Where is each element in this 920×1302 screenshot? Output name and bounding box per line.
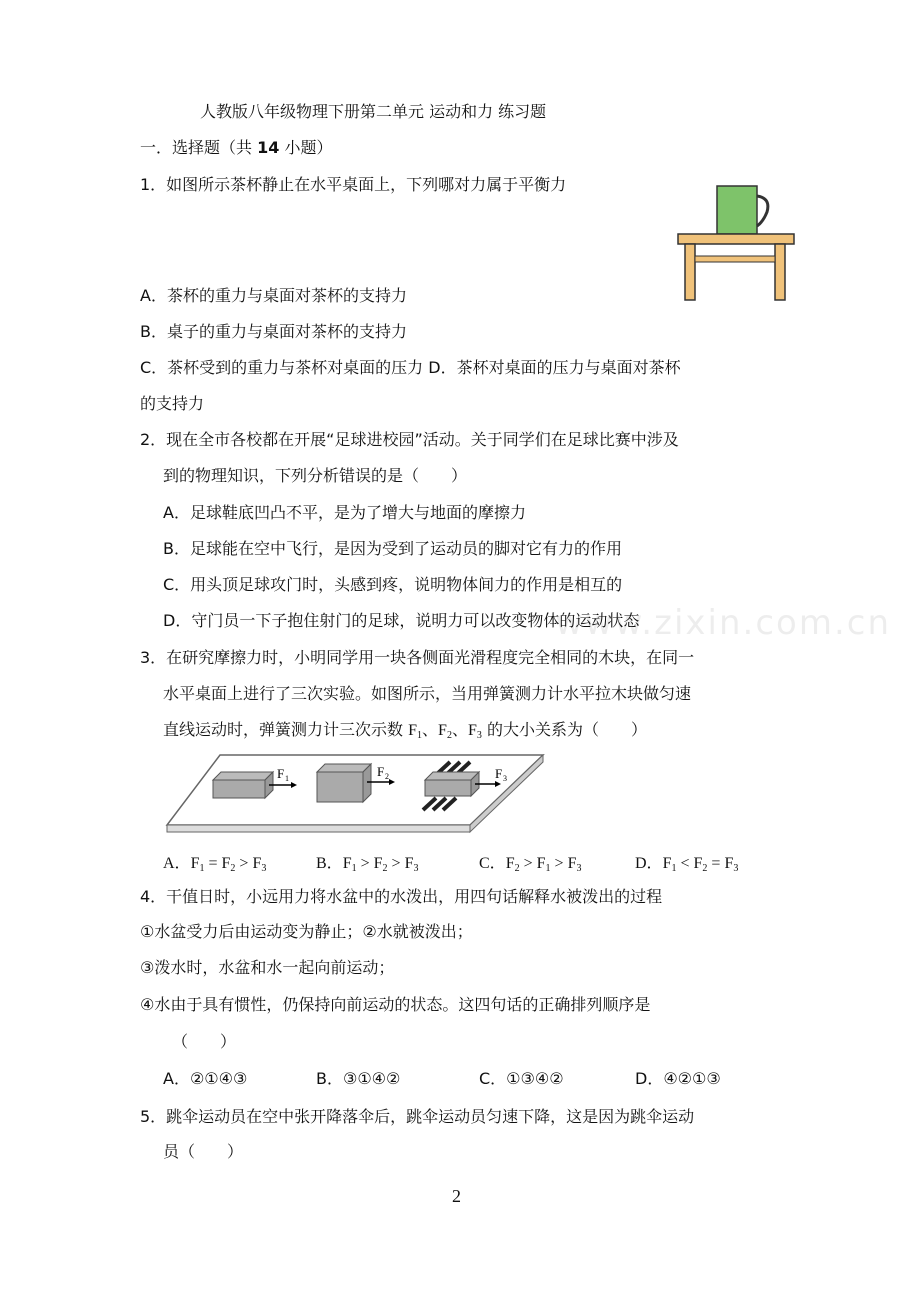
q3-stem-2: 水平桌面上进行了三次实验。如图所示，当用弹簧测力计水平拉木块做匀速: [163, 684, 692, 703]
svg-text:2: 2: [385, 772, 389, 781]
section-heading: 一．选择题（共 14 小题）: [140, 138, 333, 157]
q3-option-c: C．$F_2 > F_1 > F_3$: [479, 855, 582, 874]
q1-option-b: B．桌子的重力与桌面对茶杯的支持力: [140, 322, 407, 341]
q3-option-d: D．$F_1 < F_2 = F_3$: [635, 855, 739, 874]
q4-stem: 4．干值日时，小远用力将水盆中的水泼出，用四句话解释水被泼出的过程: [140, 887, 663, 906]
q2-option-c: C．用头顶足球攻门时，头感到疼，说明物体间力的作用是相互的: [163, 575, 623, 594]
q2-option-a: A．足球鞋底凹凸不平，是为了增大与地面的摩擦力: [163, 503, 526, 522]
q1-option-cd: C．茶杯受到的重力与茶杯对桌面的压力 D．茶杯对桌面的压力与桌面对茶杯: [140, 358, 681, 377]
q2-option-d: D．守门员一下子抱住射门的足球，说明力可以改变物体的运动状态: [163, 611, 640, 630]
q4-option-d: D．④②①③: [635, 1069, 721, 1088]
q1-option-a: A．茶杯的重力与桌面对茶杯的支持力: [140, 286, 407, 305]
q1-option-cd-cont: 的支持力: [140, 394, 205, 413]
q4-sentence-3: ④水由于具有惯性，仍保持向前运动的状态。这四句话的正确排列顺序是: [140, 995, 651, 1014]
friction-experiment-figure: [165, 752, 545, 836]
q3-option-a: A．$F_1 = F_2 > F_3$: [163, 855, 267, 874]
q1-stem: 1．如图所示茶杯静止在水平桌面上，下列哪对力属于平衡力: [140, 175, 567, 194]
q5-stem-2: 员（ ）: [163, 1142, 244, 1161]
svg-text:3: 3: [503, 774, 507, 783]
svg-text:1: 1: [285, 774, 289, 783]
force-label-f2: F: [377, 764, 385, 779]
q4-answer-paren: （ ）: [172, 1032, 237, 1051]
q4-sentence-2: ③泼水时，水盆和水一起向前运动；: [140, 958, 395, 977]
q5-stem-1: 5．跳伞运动员在空中张开降落伞后，跳伞运动员匀速下降，这是因为跳伞运动: [140, 1107, 695, 1126]
q4-option-c: C．①③④②: [479, 1069, 564, 1088]
page-title: 人教版八年级物理下册第二单元 运动和力 练习题: [200, 102, 547, 121]
teacup-table-figure: [675, 182, 797, 302]
q2-stem-1: 2．现在全市各校都在开展“足球进校园”活动。关于同学们在足球比赛中涉及: [140, 430, 679, 449]
q4-option-a: A．②①④③: [163, 1069, 248, 1088]
q3-stem-3: 直线运动时，弹簧测力计三次示数 $F_1$、$F_2$、$F_3$ 的大小关系为（ ）: [163, 720, 647, 741]
q4-option-b: B．③①④②: [316, 1069, 401, 1088]
q4-sentence-1: ①水盆受力后由运动变为静止；②水就被泼出；: [140, 922, 473, 941]
q2-stem-2: 到的物理知识，下列分析错误的是（ ）: [163, 466, 468, 485]
q3-option-b: B．$F_1 > F_2 > F_3$: [316, 855, 419, 874]
page-number: 2: [452, 1186, 461, 1206]
q2-option-b: B．足球能在空中飞行，是因为受到了运动员的脚对它有力的作用: [163, 539, 622, 558]
force-label-f1: F: [277, 766, 285, 781]
q3-stem-1: 3．在研究摩擦力时，小明同学用一块各侧面光滑程度完全相同的木块，在同一: [140, 648, 695, 667]
force-label-f3: F: [495, 766, 503, 781]
watermark: www.zixin.com.cn: [555, 603, 891, 643]
